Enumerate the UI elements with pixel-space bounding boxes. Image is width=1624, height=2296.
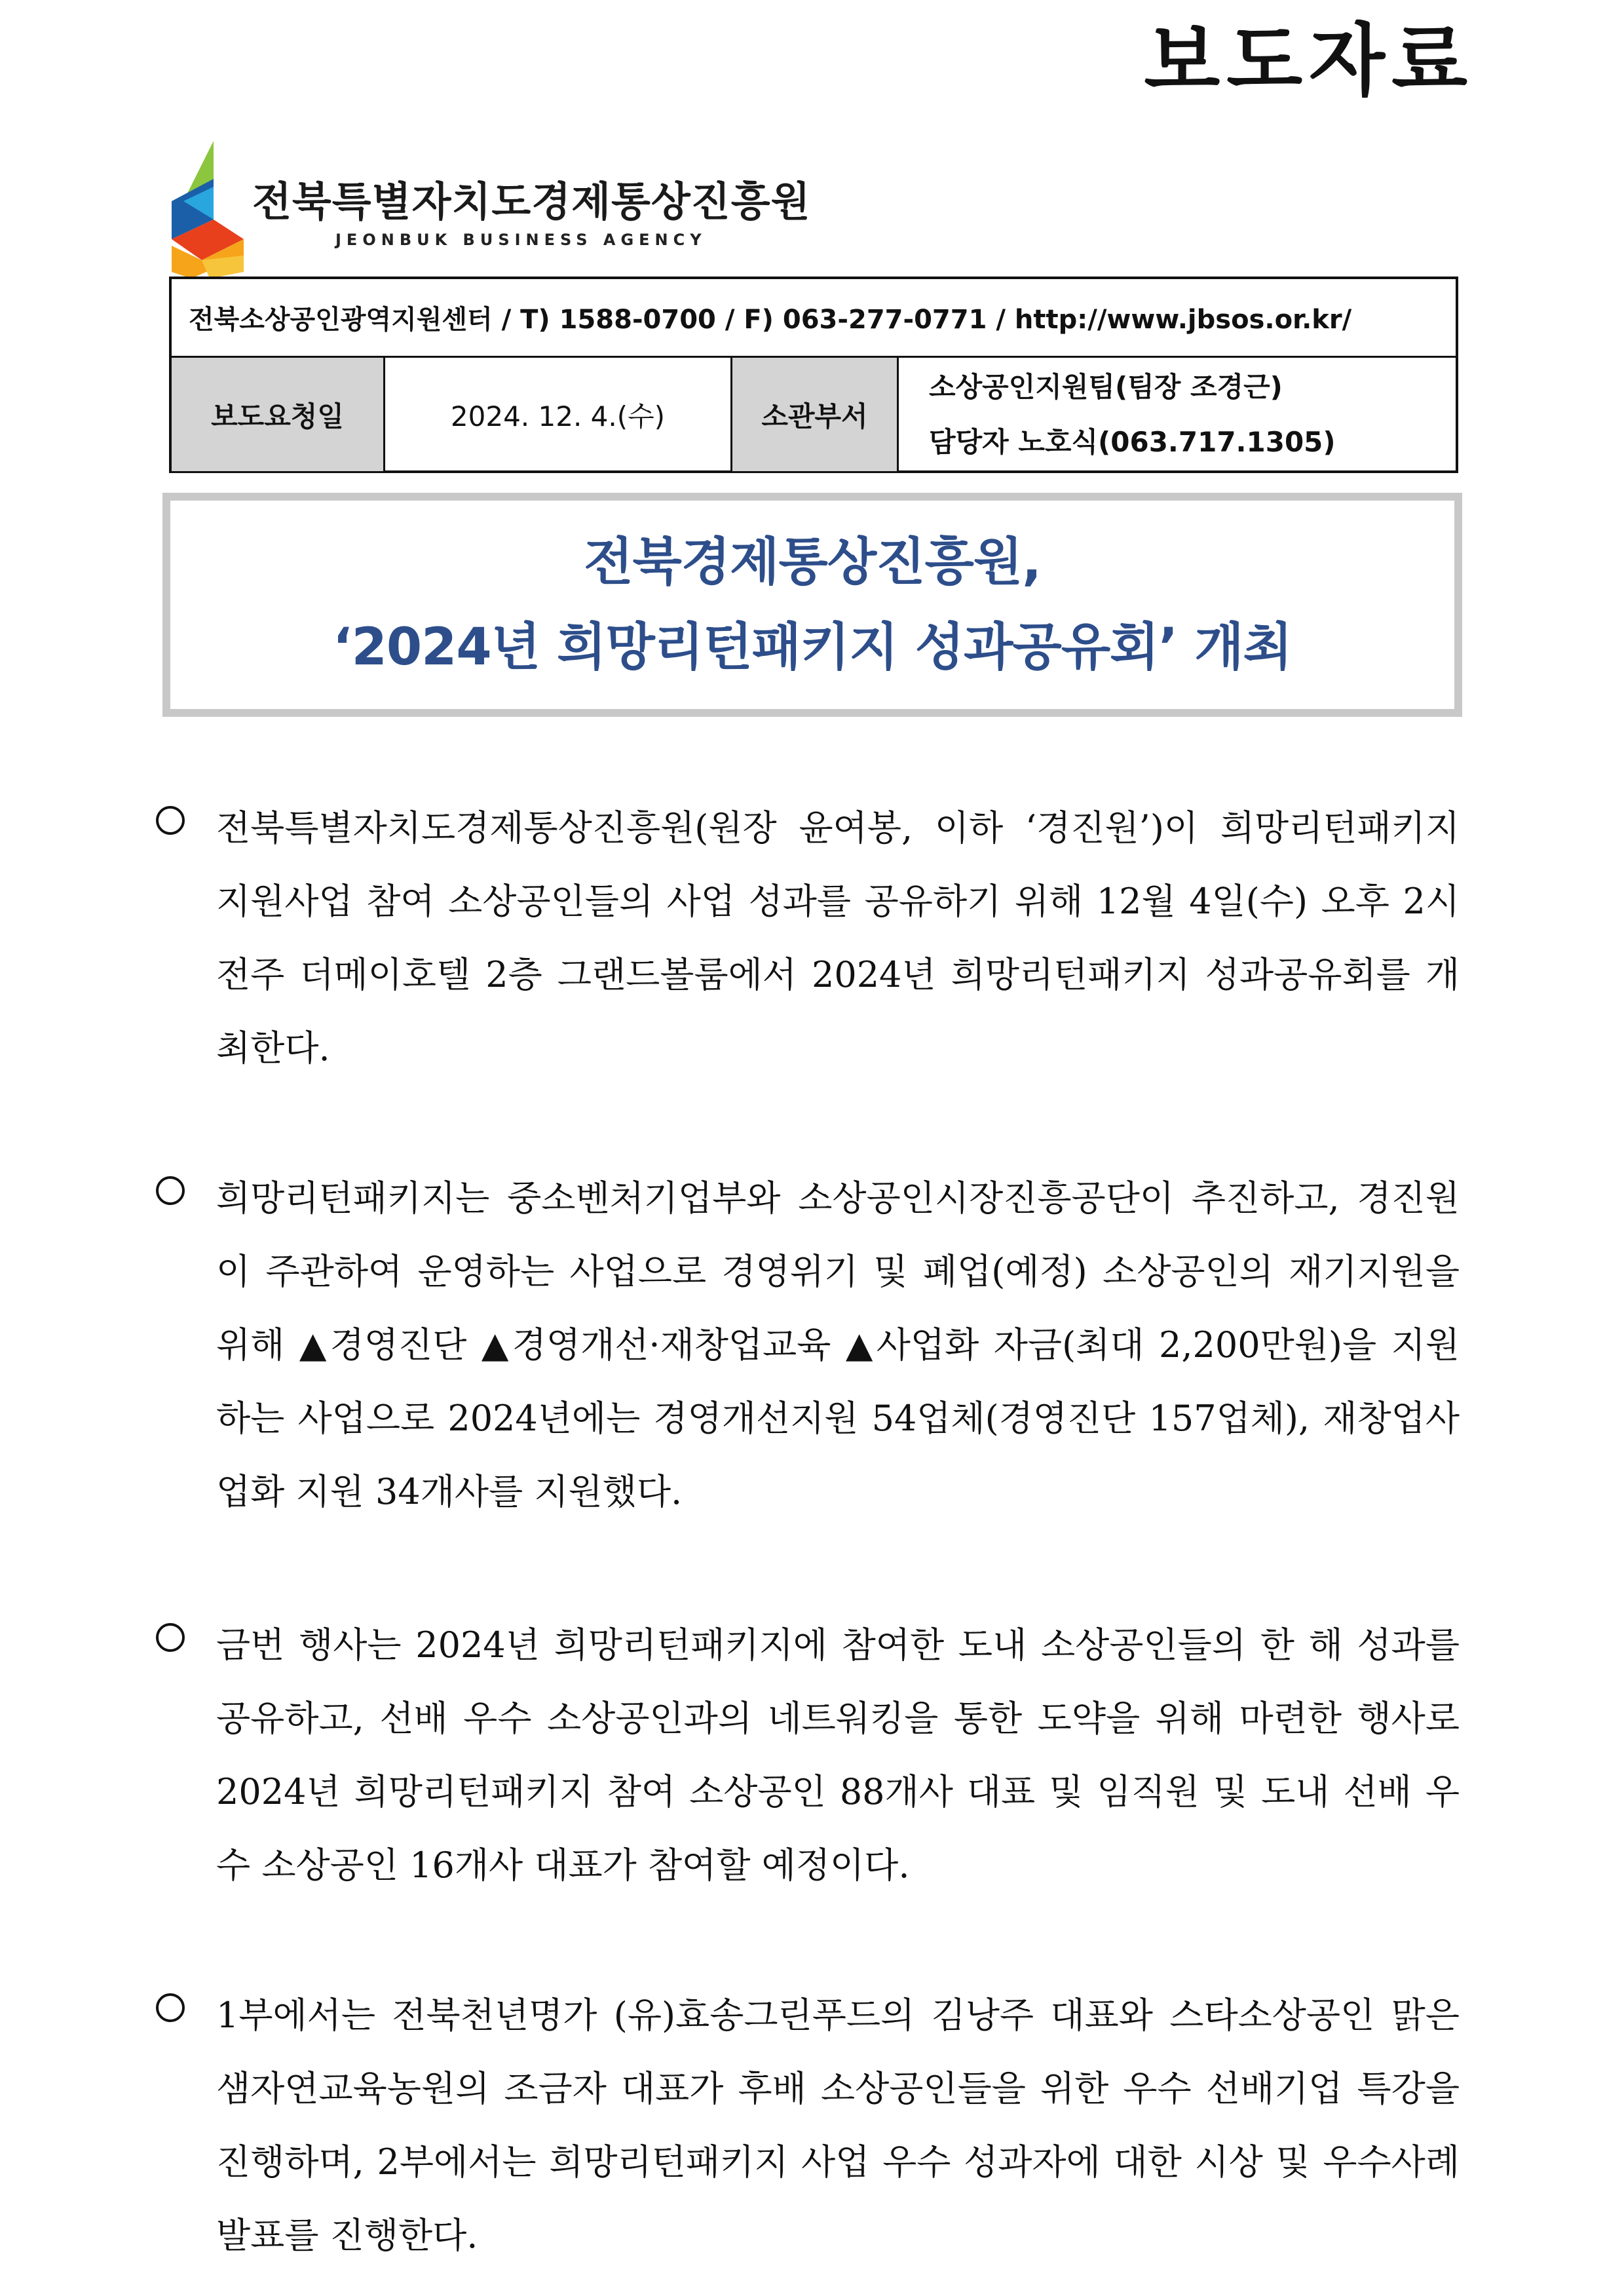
paragraph-text: 전북특별자치도경제통상진흥원(원장 윤여봉, 이하 ‘경진원’)이 희망리턴패키지 지원사업 참여 소상공인들의 사업 성과를 공유하기 위해 12월 4일(수) 오후 2시 전주 더메이호텔 2층 그랜드볼룸에서 2024년 희망리턴패키지 성과공유회를 개최한다. [216, 807, 1460, 1069]
request-date: 2024. 12. 4.(수) [385, 358, 732, 471]
contact-info-table [169, 277, 1458, 473]
body-paragraph [156, 1162, 1466, 1529]
department-name: 소상공인지원팀(팀장 조경근) [929, 370, 1283, 403]
headline-line-2: ‘2024년 희망리턴패키지 성과공유회’ 개최 [332, 618, 1293, 677]
circle-bullet-icon [156, 1176, 185, 1205]
body-paragraph [156, 792, 1466, 1085]
headline-box [162, 493, 1462, 717]
circle-bullet-icon [156, 806, 185, 835]
agency-logo-icon [172, 141, 250, 278]
agency-name: 전북특별자치도경제통상진흥원 [252, 178, 811, 225]
paragraph-text: 희망리턴패키지는 중소벤처기업부와 소상공인시장진흥공단이 추진하고, 경진원이 주관하여 운영하는 사업으로 경영위기 및 폐업(예정) 소상공인의 재기지원을 위해 ▲경영진단 ▲경영개선·재창업교육 ▲사업화 자금(최대 2,200만원)을 지원하는 사업으로 2024년에는 경영개선지원 54업체(경영진단 157업체), 재창업사업화 지원 34개사를 지원했다. [216, 1177, 1460, 1512]
paragraph-text: 금번 행사는 2024년 희망리턴패키지에 참여한 도내 소상공인들의 한 해 성과를 공유하고, 선배 우수 소상공인과의 네트워킹을 통한 도약을 위해 마련한 행사로 2024년 희망리턴패키지 참여 소상공인 88개사 대표 및 임직원 및 도내 선배 우수 소상공인 16개사 대표가 참여할 예정이다. [216, 1624, 1460, 1886]
department-label-text: 소관부서 [761, 400, 868, 432]
paragraph-text: 1부에서는 전북천년명가 (유)효송그린푸드의 김낭주 대표와 스타소상공인 맑은샘자연교육농원의 조금자 대표가 후배 소상공인들을 위한 우수 선배기업 특강을 진행하며, 2부에서는 희망리턴패키지 사업 우수 성과자에 대한 시상 및 우수사례 발표를 진행한다. [216, 1995, 1460, 2256]
department-label [732, 358, 899, 471]
agency-name-english: JEONBUK BUSINESS AGENCY [335, 231, 707, 249]
contact-line: 전북소상공인광역지원센터 / T) 1588-0700 / F) 063-277-0771 / http://www.jbsos.or.kr/ [172, 279, 1456, 358]
body-paragraph [156, 1609, 1466, 1902]
request-date-label: 보도요청일 [172, 358, 385, 471]
contact-person: 담당자 노호식(063.717.1305) [929, 425, 1336, 458]
circle-bullet-icon [156, 1623, 185, 1652]
body-paragraph [156, 1979, 1466, 2272]
circle-bullet-icon [156, 1993, 185, 2022]
department-info [899, 358, 1456, 471]
headline-line-1: 전북경제통상진흥원, [584, 533, 1041, 592]
document-type-heading: 보도자료 [1144, 16, 1474, 107]
